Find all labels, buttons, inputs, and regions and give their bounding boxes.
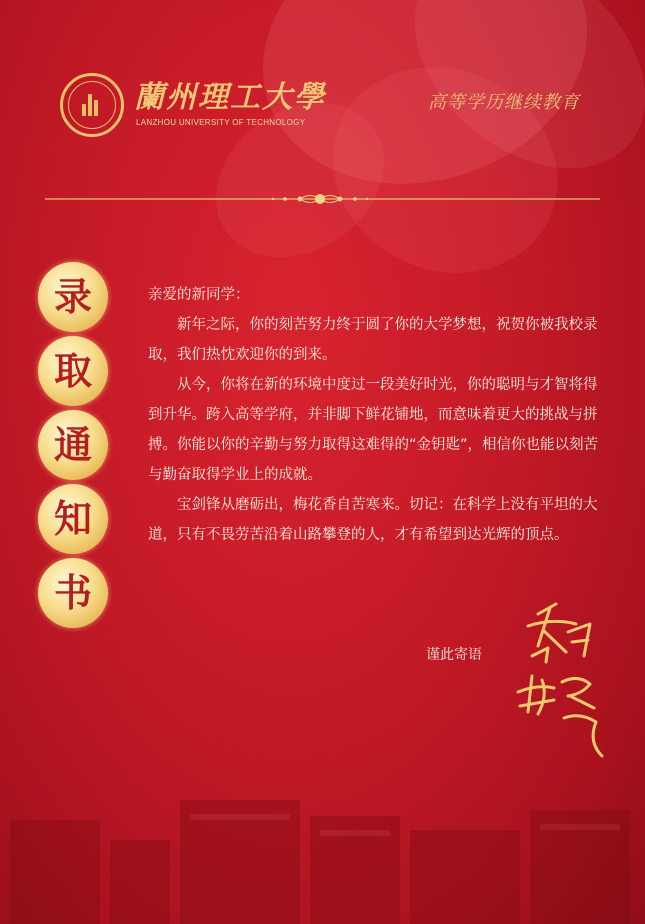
- letter-closing: 谨此寄语: [426, 647, 482, 663]
- title-badge: [38, 558, 108, 628]
- letter-paragraph: 宝剑锋从磨砺出，梅花香自苦寒来。切记：在科学上没有平坦的大道，只有不畏劳苦沿着山路攀登的人，才有希望到达光辉的顶点。: [148, 497, 598, 543]
- title-char: 录: [53, 274, 92, 319]
- university-name-en: LANZHOU UNIVERSITY OF TECHNOLOGY: [136, 118, 306, 127]
- handwritten-signature: [498, 596, 608, 766]
- title-char: 取: [53, 348, 92, 393]
- title-char: 知: [53, 496, 92, 541]
- letter-paragraph: 从今，你将在新的环境中度过一段美好时光，你的聪明与才智将得到升华。跨入高等学府，并非脚下鲜花铺地，而意味着更大的挑战与拼搏。你能以你的辛勤与努力取得这难得的“金钥匙”，相信你也能以刻苦与勤奋取得学业上的成就。: [148, 377, 599, 483]
- title-badge: [38, 262, 108, 332]
- title-badge: [38, 336, 108, 406]
- title-badge: [38, 410, 108, 480]
- ornamental-divider: [45, 192, 600, 206]
- university-emblem-icon: [60, 73, 124, 137]
- title-char: 通: [53, 422, 92, 467]
- title-char: 书: [53, 570, 92, 615]
- letter-greeting: 亲爱的新同学：: [148, 287, 250, 303]
- letter-paragraph: 新年之际，你的刻苦努力终于圆了你的大学梦想，祝贺你被我校录取，我们热忱欢迎你的到来。: [148, 317, 598, 363]
- campus-building-silhouette: [0, 780, 645, 924]
- department-title: 高等学历继续教育: [428, 92, 580, 113]
- university-name-cn: 蘭州理工大學: [134, 80, 326, 115]
- title-badge: [38, 484, 108, 554]
- letter-body: [148, 280, 610, 550]
